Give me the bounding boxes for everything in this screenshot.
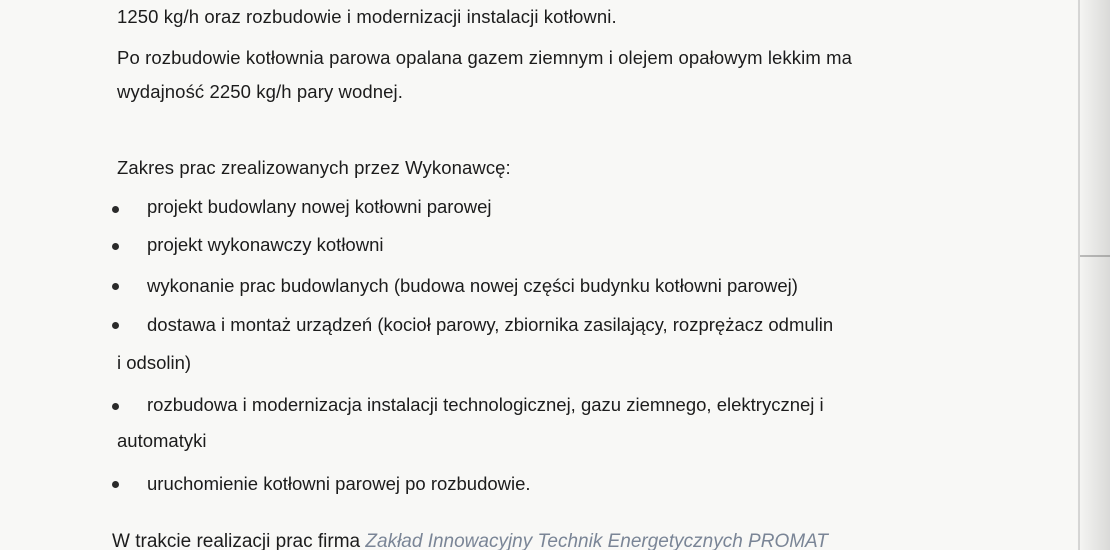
intro-line-2: Po rozbudowie kotłownia parowa opalana gazem ziemnym i olejem opałowym lekkim ma <box>117 47 852 68</box>
bullet-icon <box>112 206 119 213</box>
scope-item-5: rozbudowa i modernizacja instalacji technologicznej, gazu ziemnego, elektrycznej i <box>147 394 824 415</box>
scope-item-1: projekt budowlany nowej kotłowni parowej <box>147 196 492 217</box>
scope-heading: Zakres prac zrealizowanych przez Wykonawcę: <box>117 157 511 178</box>
scope-item-5-continuation: automatyki <box>117 430 207 451</box>
scan-edge-mark <box>1080 255 1110 257</box>
scope-item-2: projekt wykonawczy kotłowni <box>147 234 384 255</box>
scan-edge-line <box>1078 0 1080 550</box>
scope-item-3: wykonanie prac budowlanych (budowa nowej części budynku kotłowni parowej) <box>147 275 798 296</box>
scan-edge-shadow <box>1076 0 1110 550</box>
bullet-icon <box>112 243 119 250</box>
closing-line <box>112 531 828 550</box>
scope-item-4-continuation: i odsolin) <box>117 352 192 373</box>
closing-prefix: W trakcie realizacji prac firma <box>112 531 366 550</box>
intro-line-1: 1250 kg/h oraz rozbudowie i modernizacji instalacji kotłowni. <box>117 6 617 27</box>
bullet-icon <box>112 481 119 488</box>
scope-item-6: uruchomienie kotłowni parowej po rozbudowie. <box>147 473 531 494</box>
bullet-icon <box>112 283 119 290</box>
bullet-icon <box>112 322 119 329</box>
bullet-icon <box>112 403 119 410</box>
closing-company-name: Zakład Innowacyjny Technik Energetycznych PROMAT <box>365 531 828 550</box>
scope-item-4: dostawa i montaż urządzeń (kocioł parowy, zbiornika zasilający, rozprężacz odmulin <box>147 314 834 335</box>
intro-line-3: wydajność 2250 kg/h pary wodnej. <box>117 81 404 102</box>
